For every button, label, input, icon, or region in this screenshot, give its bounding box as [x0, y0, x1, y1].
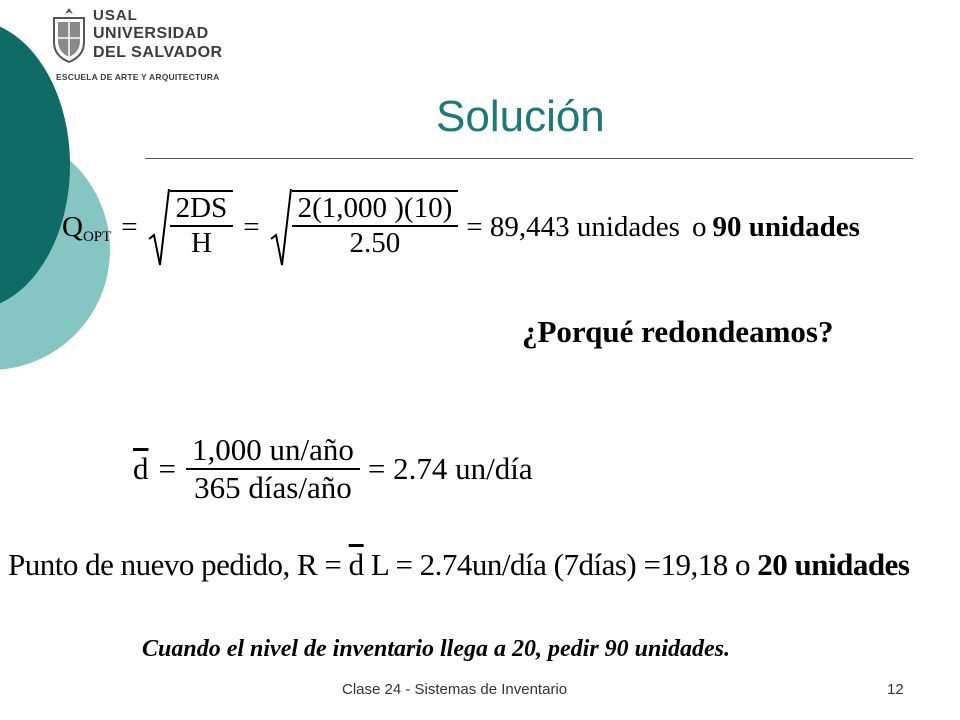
fraction-numerator: 2(1,000 )(10): [292, 192, 459, 227]
fraction-denominator: 2.50: [349, 227, 401, 259]
daily-demand-result: = 2.74 un/día: [367, 451, 533, 486]
reorder-result: 20 unidades: [757, 547, 910, 582]
fraction-denominator: 365 días/año: [194, 470, 352, 505]
page-title: Solución: [436, 92, 605, 141]
fraction-numerator: 2DS: [170, 192, 234, 227]
logo-name-line2: DEL SALVADOR: [93, 44, 223, 61]
shield-icon: [50, 6, 88, 64]
equals-sign: =: [158, 451, 176, 486]
eoq-result-rounded: 90 unidades: [712, 210, 860, 243]
q-symbol: Q: [62, 210, 83, 243]
footer-course: Clase 24 - Sistemas de Inventario: [342, 681, 568, 698]
eoq-formula: [62, 188, 860, 266]
question-text: ¿Porqué redondeamos?: [522, 314, 834, 349]
fraction-denominator: H: [190, 227, 212, 259]
conclusion-note: Cuando el nivel de inventario llega a 20, pedir 90 unidades.: [142, 636, 731, 662]
reorder-rest: L = 2.74un/día (7días) =19,18 o: [370, 547, 750, 582]
equals-sign: =: [121, 210, 138, 243]
eoq-result: = 89,443 unidades: [466, 210, 680, 243]
fraction-demand: [186, 432, 360, 505]
daily-demand-formula: [133, 424, 533, 514]
q-subscript: OPT: [82, 228, 112, 245]
reorder-point-formula: [8, 547, 909, 583]
logo-school: ESCUELA DE ARTE Y ARQUITECTURA: [56, 72, 220, 82]
logo-name-line1: UNIVERSIDAD: [93, 25, 209, 42]
fraction-numerator: 1,000 un/año: [186, 432, 360, 470]
university-logo: [50, 6, 250, 84]
dbar-symbol: $\overline{d}$: [133, 451, 149, 486]
sqrt-icon: [148, 187, 170, 267]
logo-acronym: USAL: [93, 7, 138, 24]
connector-o: o: [691, 210, 707, 243]
dbar-symbol: $\overline{d}$: [348, 547, 364, 582]
fraction-values: [292, 190, 459, 261]
fraction-2ds-h: [170, 190, 234, 261]
title-divider: [145, 158, 913, 159]
sqrt-icon: [270, 187, 292, 267]
page-number: 12: [887, 681, 904, 698]
equals-sign: =: [243, 210, 260, 243]
reorder-prefix: Punto de nuevo pedido, R =: [8, 547, 342, 582]
